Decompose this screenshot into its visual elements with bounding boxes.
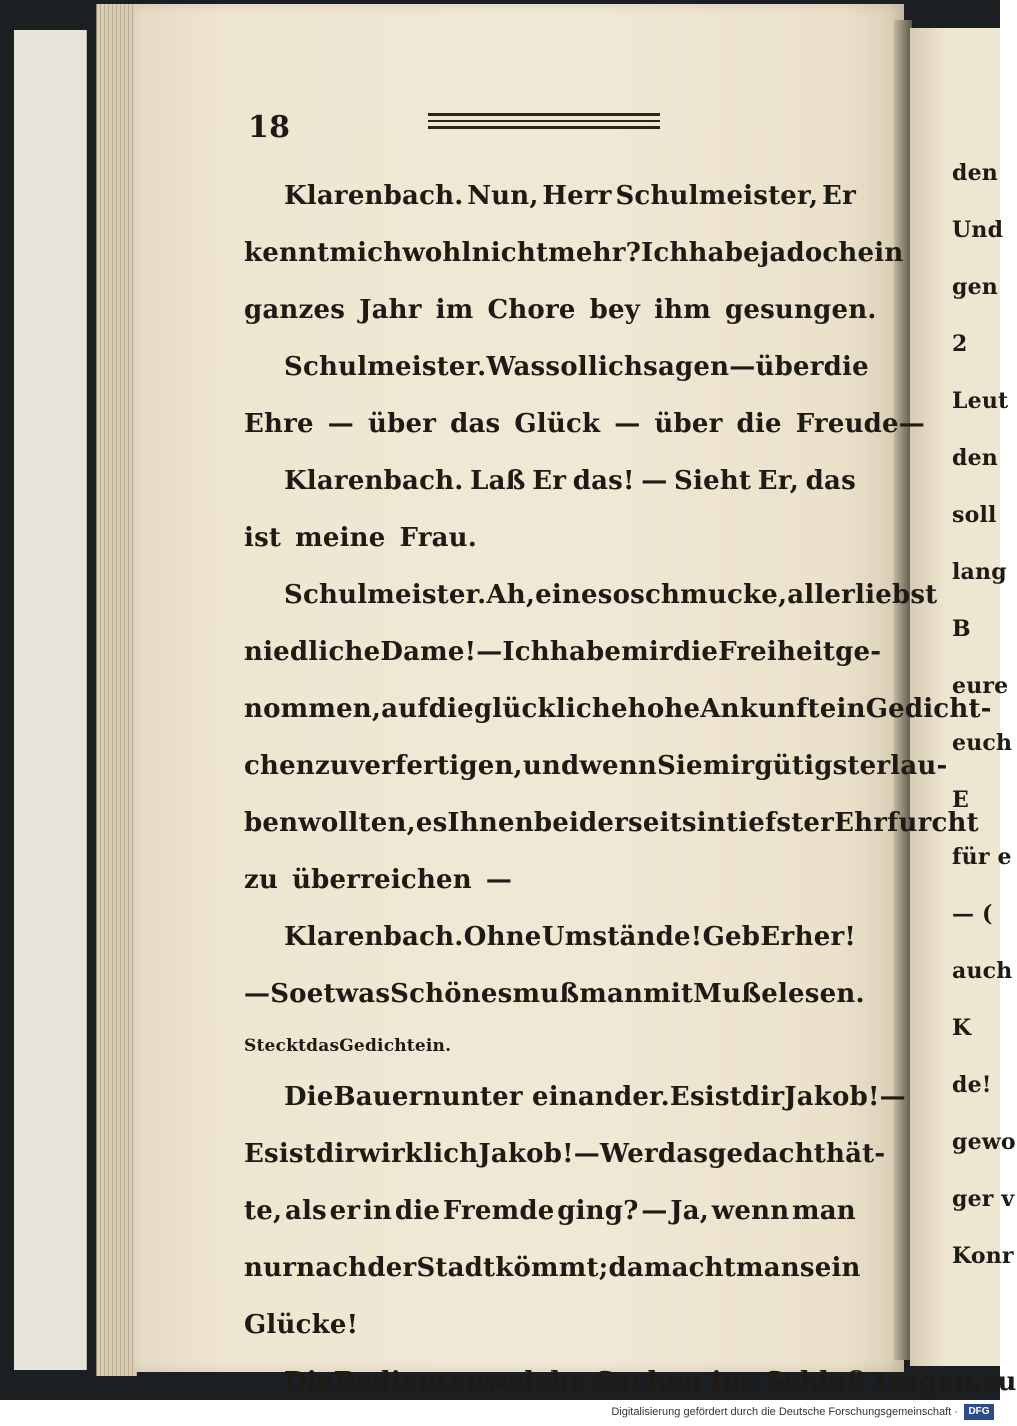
word: er bbox=[329, 1196, 361, 1226]
word: und bbox=[522, 751, 580, 781]
word: auf bbox=[381, 694, 429, 724]
word: kennt bbox=[244, 238, 330, 268]
facing-page-line: soll bbox=[952, 502, 997, 528]
word: Frau. bbox=[399, 523, 478, 553]
text-line bbox=[244, 909, 856, 966]
text-line bbox=[244, 339, 869, 396]
word: Freude— bbox=[795, 409, 926, 439]
word: Chore bbox=[487, 295, 576, 325]
word: Ja, bbox=[670, 1196, 710, 1226]
word: gedacht bbox=[708, 1139, 827, 1169]
word: ge- bbox=[835, 637, 882, 667]
word: ihm bbox=[654, 295, 711, 325]
word: meine bbox=[295, 523, 386, 553]
facing-page-line: gen bbox=[952, 274, 998, 300]
word: dir bbox=[741, 1082, 785, 1112]
word: ging? bbox=[557, 1196, 639, 1226]
word: — bbox=[729, 352, 756, 382]
word: Schönes bbox=[390, 979, 513, 1009]
word: Ihnen bbox=[447, 808, 534, 838]
word: Glücke! bbox=[244, 1310, 359, 1340]
text-line bbox=[244, 1126, 886, 1183]
footer-bar bbox=[0, 1400, 1000, 1426]
word: das bbox=[306, 1036, 340, 1056]
word: Schulmeister, bbox=[615, 181, 819, 211]
word: über bbox=[755, 352, 824, 382]
word: Herr bbox=[542, 181, 612, 211]
word: in bbox=[696, 808, 726, 838]
word: Bedienten bbox=[333, 1367, 485, 1397]
word: das bbox=[450, 409, 501, 439]
word: so bbox=[597, 580, 631, 610]
facing-page-line: B bbox=[952, 616, 971, 642]
word: erlau- bbox=[859, 751, 948, 781]
word: Glück bbox=[514, 409, 601, 439]
text-line bbox=[244, 738, 948, 795]
word: allerliebst bbox=[787, 580, 938, 610]
text-line bbox=[244, 453, 856, 510]
word: Gedicht- bbox=[865, 694, 992, 724]
word: man bbox=[579, 979, 644, 1009]
word: ein bbox=[819, 694, 866, 724]
word: Schulmeister. bbox=[284, 580, 487, 610]
facing-page-line: lang bbox=[952, 559, 1007, 585]
text-line bbox=[244, 510, 856, 567]
word: es bbox=[415, 808, 448, 838]
word: wollten, bbox=[298, 808, 416, 838]
text-line bbox=[244, 225, 904, 282]
word: über bbox=[654, 409, 723, 439]
word: dir bbox=[315, 1139, 359, 1169]
word: soll bbox=[545, 352, 598, 382]
word: Steckt bbox=[244, 1036, 307, 1056]
word: tiefster bbox=[725, 808, 835, 838]
word: wirklich bbox=[358, 1139, 479, 1169]
text-line bbox=[244, 396, 926, 453]
dfg-logo: DFG bbox=[964, 1404, 994, 1420]
word: mir bbox=[621, 637, 673, 667]
text-line bbox=[244, 1183, 856, 1240]
word: ist bbox=[704, 1082, 742, 1112]
word: macht bbox=[643, 1253, 736, 1283]
word: Er, bbox=[757, 466, 800, 496]
word: man bbox=[736, 1253, 800, 1283]
funding-notice: Digitalisierung gefördert durch die Deutsche Forschungsgemeinschaft · bbox=[611, 1406, 958, 1418]
facing-page-line: Konr bbox=[952, 1243, 1014, 1269]
word: man bbox=[792, 1196, 856, 1226]
word: der bbox=[367, 1253, 417, 1283]
word: gesungen. bbox=[724, 295, 877, 325]
word: ein bbox=[857, 238, 904, 268]
word: gütigst bbox=[754, 751, 860, 781]
word: Jakob!— bbox=[784, 1082, 906, 1112]
word: bey bbox=[589, 295, 641, 325]
word: doch bbox=[786, 238, 858, 268]
text-line bbox=[244, 282, 877, 339]
text-line bbox=[244, 567, 938, 624]
word: Die bbox=[284, 1082, 334, 1112]
word: hohe bbox=[627, 694, 701, 724]
word: Wer bbox=[599, 1139, 658, 1169]
word: ben bbox=[244, 808, 299, 838]
header-rule bbox=[428, 113, 660, 133]
word: Fremde bbox=[442, 1196, 555, 1226]
facing-page-line: de! bbox=[952, 1072, 992, 1098]
text-line bbox=[244, 1023, 856, 1069]
word: Es bbox=[669, 1082, 705, 1112]
word: Jahr bbox=[359, 295, 422, 325]
word: Gedicht bbox=[339, 1036, 415, 1056]
word: ist bbox=[278, 1139, 316, 1169]
facing-page-line: ger v bbox=[952, 1186, 1015, 1212]
word: Sie bbox=[656, 751, 703, 781]
word: ja bbox=[759, 238, 787, 268]
text-line bbox=[244, 624, 882, 681]
word: — bbox=[641, 1196, 668, 1226]
word: hät- bbox=[826, 1139, 886, 1169]
word: Klarenbach. bbox=[284, 181, 464, 211]
word: Geb bbox=[702, 922, 761, 952]
word: sein bbox=[799, 1253, 861, 1283]
text-line bbox=[244, 168, 856, 225]
word: die bbox=[428, 694, 474, 724]
word: Die bbox=[284, 1367, 334, 1397]
word: wenn bbox=[711, 1196, 790, 1226]
word: das! bbox=[572, 466, 635, 496]
word: her! bbox=[794, 922, 856, 952]
word: — bbox=[244, 979, 271, 1009]
word: wohl bbox=[402, 238, 472, 268]
word: habe bbox=[688, 238, 760, 268]
word: — bbox=[485, 865, 513, 895]
word: ich bbox=[597, 352, 644, 382]
word: schmucke, bbox=[630, 580, 788, 610]
word: muß bbox=[512, 979, 580, 1009]
word: ein. bbox=[414, 1036, 452, 1056]
word: zu bbox=[244, 865, 279, 895]
word: mit bbox=[643, 979, 694, 1009]
book-cover-board bbox=[14, 30, 87, 1370]
text-line bbox=[244, 795, 979, 852]
word: So bbox=[270, 979, 307, 1009]
word: das bbox=[805, 466, 856, 496]
facing-page-line: 2 bbox=[952, 331, 968, 357]
word: Freiheit bbox=[718, 637, 836, 667]
page-edge-stack bbox=[96, 4, 137, 1376]
word: Was bbox=[486, 352, 546, 382]
word: ist bbox=[244, 523, 282, 553]
word: verfertigen, bbox=[349, 751, 523, 781]
facing-page-line: den bbox=[952, 160, 998, 186]
word: Dame! bbox=[380, 637, 477, 667]
text-line bbox=[244, 966, 865, 1023]
header-rule-line bbox=[428, 126, 660, 129]
word: die bbox=[672, 637, 719, 667]
word: habe bbox=[549, 637, 622, 667]
word: mich bbox=[329, 238, 403, 268]
word: zu bbox=[982, 1367, 1017, 1397]
word: die bbox=[736, 409, 782, 439]
word: nur bbox=[244, 1253, 297, 1283]
word: etwas bbox=[306, 979, 391, 1009]
word: Er bbox=[532, 466, 567, 496]
word: mehr? bbox=[548, 238, 642, 268]
word: eine bbox=[535, 580, 598, 610]
word: — bbox=[573, 1139, 600, 1169]
word: nach bbox=[296, 1253, 368, 1283]
word: da bbox=[608, 1253, 644, 1283]
word: Schulmeister. bbox=[284, 352, 487, 382]
text-line bbox=[244, 1297, 856, 1354]
facing-page-line: euch bbox=[952, 730, 1013, 756]
word: chen bbox=[244, 751, 315, 781]
facing-page-line: den bbox=[952, 445, 998, 471]
word: Es bbox=[244, 1139, 279, 1169]
word: nommen, bbox=[244, 694, 382, 724]
header-rule-line bbox=[428, 120, 660, 122]
page-number: 18 bbox=[248, 110, 291, 145]
word: im bbox=[435, 295, 474, 325]
header-rule-line bbox=[428, 113, 660, 116]
word: sagen bbox=[643, 352, 730, 382]
word: Bauern bbox=[333, 1082, 442, 1112]
word: unter einander. bbox=[441, 1082, 670, 1112]
word: — bbox=[476, 637, 503, 667]
word: nicht bbox=[471, 238, 549, 268]
word: te, bbox=[244, 1196, 283, 1226]
word: als bbox=[284, 1196, 327, 1226]
facing-page-line: Und bbox=[952, 217, 1004, 243]
word: Nun, bbox=[467, 181, 539, 211]
word: zu bbox=[314, 751, 350, 781]
word: Ankunft bbox=[700, 694, 820, 724]
facing-page-line: Leut bbox=[952, 388, 1009, 414]
word: ganzes bbox=[244, 295, 346, 325]
text-line bbox=[244, 852, 856, 909]
word: welche Sachen ins Schloß tragen, bbox=[484, 1367, 983, 1397]
word: kömmt; bbox=[495, 1253, 609, 1283]
word: Klarenbach. bbox=[284, 466, 464, 496]
word: Ich bbox=[502, 637, 550, 667]
word: Stadt bbox=[416, 1253, 496, 1283]
word: überreichen bbox=[292, 865, 472, 895]
text-line bbox=[244, 1240, 861, 1297]
word: Jakob! bbox=[478, 1139, 574, 1169]
word: Ah, bbox=[486, 580, 536, 610]
text-line bbox=[244, 681, 992, 738]
word: glückliche bbox=[473, 694, 628, 724]
facing-page-line: für e bbox=[952, 844, 1012, 870]
word: — bbox=[641, 466, 668, 496]
word: — bbox=[327, 409, 354, 439]
word: in bbox=[362, 1196, 393, 1226]
word: Ehrfurcht bbox=[834, 808, 979, 838]
word: Er bbox=[760, 922, 795, 952]
text-line bbox=[244, 1069, 906, 1126]
word: — bbox=[614, 409, 641, 439]
facing-page-line: auch bbox=[952, 958, 1013, 984]
word: Er bbox=[822, 181, 856, 211]
word: das bbox=[657, 1139, 709, 1169]
word: die bbox=[394, 1196, 441, 1226]
word: die bbox=[823, 352, 869, 382]
word: Muße bbox=[693, 979, 778, 1009]
word: lesen. bbox=[777, 979, 865, 1009]
facing-page-line: K bbox=[952, 1015, 972, 1041]
facing-page-line: eure bbox=[952, 673, 1009, 699]
word: wenn bbox=[579, 751, 657, 781]
word: Klarenbach. bbox=[284, 922, 464, 952]
word: Sieht bbox=[674, 466, 752, 496]
word: über bbox=[367, 409, 437, 439]
word: Ich bbox=[641, 238, 689, 268]
word: Umstände! bbox=[541, 922, 703, 952]
facing-page-line: — ( bbox=[952, 901, 993, 927]
word: Ehre bbox=[244, 409, 314, 439]
facing-page-line: gewo bbox=[952, 1129, 1016, 1155]
word: Laß bbox=[470, 466, 526, 496]
word: beiderseits bbox=[533, 808, 697, 838]
word: niedliche bbox=[244, 637, 381, 667]
word: mir bbox=[702, 751, 755, 781]
word: Ohne bbox=[463, 922, 542, 952]
facing-page-line: E bbox=[952, 787, 969, 813]
